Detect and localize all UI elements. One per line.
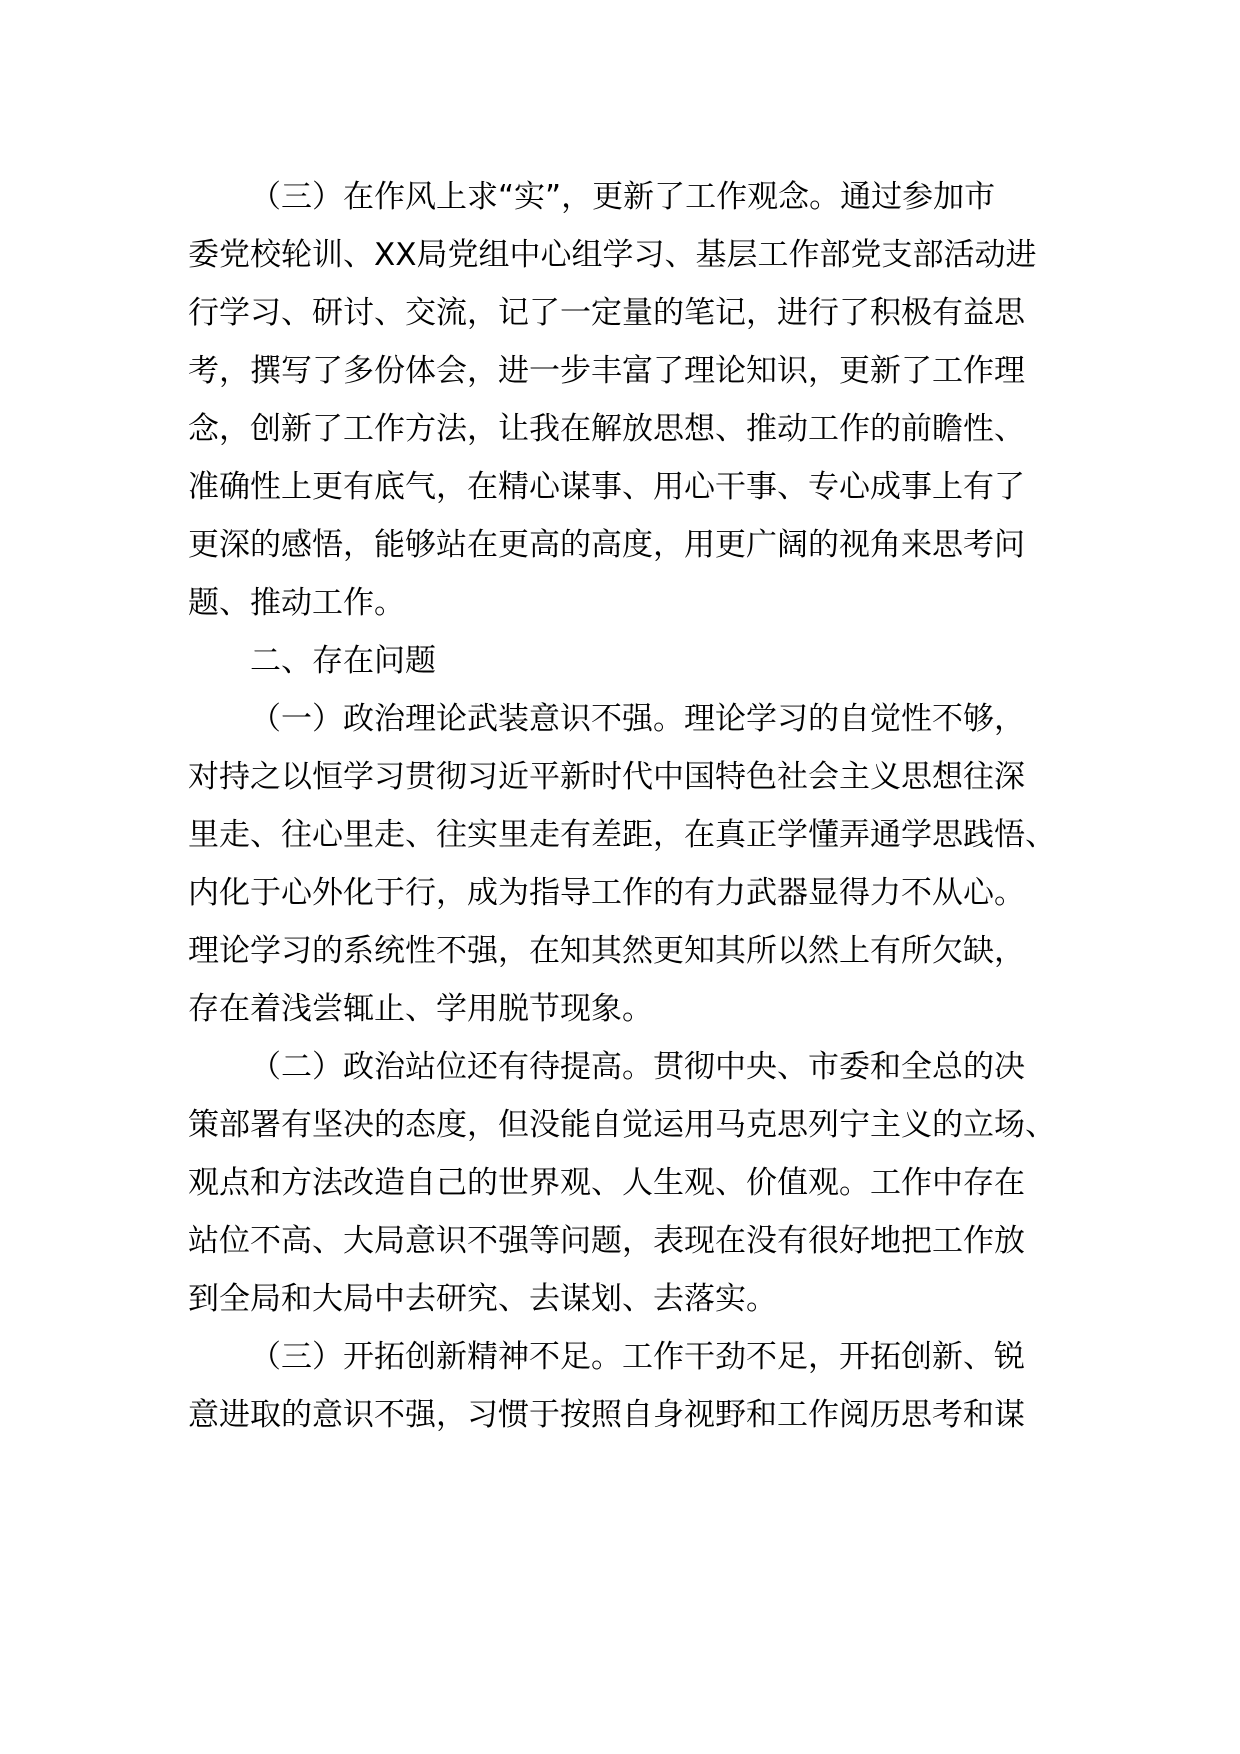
problem-1-line-3: 里走、往心里走、往实里走有差距，在真正学懂弄通学思践悟、 bbox=[188, 817, 1056, 853]
paragraph-3-line-4: 考，撰写了多份体会，进一步丰富了理论知识，更新了工作理 bbox=[188, 353, 1025, 389]
problem-2-line-3: 观点和方法改造自己的世界观、人生观、价值观。工作中存在 bbox=[188, 1165, 1025, 1201]
paragraph-3-line-2: 委党校轮训、XX局党组中心组学习、基层工作部党支部活动进 bbox=[188, 237, 1037, 273]
problem-2-line-5: 到全局和大局中去研究、去谋划、去落实。 bbox=[188, 1281, 777, 1317]
paragraph-3-line-3: 行学习、研讨、交流，记了一定量的笔记，进行了积极有益思 bbox=[188, 295, 1025, 331]
paragraph-3-line-7: 更深的感悟，能够站在更高的高度，用更广阔的视角来思考问 bbox=[188, 527, 1025, 563]
problem-2-line-4: 站位不高、大局意识不强等问题，表现在没有很好地把工作放 bbox=[188, 1223, 1025, 1259]
problem-2-line-1: （二）政治站位还有待提高。贯彻中央、市委和全总的决 bbox=[250, 1049, 1025, 1085]
paragraph-3-line-6: 准确性上更有底气，在精心谋事、用心干事、专心成事上有了 bbox=[188, 469, 1025, 505]
problem-1-line-6: 存在着浅尝辄止、学用脱节现象。 bbox=[188, 991, 653, 1027]
problem-3-line-1: （三）开拓创新精神不足。工作干劲不足，开拓创新、锐 bbox=[250, 1339, 1025, 1375]
paragraph-3-line-1: （三）在作风上求“实”，更新了工作观念。通过参加市 bbox=[250, 179, 996, 215]
problem-1-line-2: 对持之以恒学习贯彻习近平新时代中国特色社会主义思想往深 bbox=[188, 759, 1025, 795]
paragraph-3-line-8: 题、推动工作。 bbox=[188, 585, 405, 621]
problem-2-line-2: 策部署有坚决的态度，但没能自觉运用马克思列宁主义的立场、 bbox=[188, 1107, 1056, 1143]
section-heading: 二、存在问题 bbox=[250, 643, 436, 679]
problem-3-line-2: 意进取的意识不强，习惯于按照自身视野和工作阅历思考和谋 bbox=[188, 1397, 1025, 1433]
problem-1-line-4: 内化于心外化于行，成为指导工作的有力武器显得力不从心。 bbox=[188, 875, 1025, 911]
problem-1-line-5: 理论学习的系统性不强，在知其然更知其所以然上有所欠缺， bbox=[188, 933, 1025, 969]
problem-1-line-1: （一）政治理论武装意识不强。理论学习的自觉性不够， bbox=[250, 701, 1025, 737]
paragraph-3-line-5: 念，创新了工作方法，让我在解放思想、推动工作的前瞻性、 bbox=[188, 411, 1025, 447]
